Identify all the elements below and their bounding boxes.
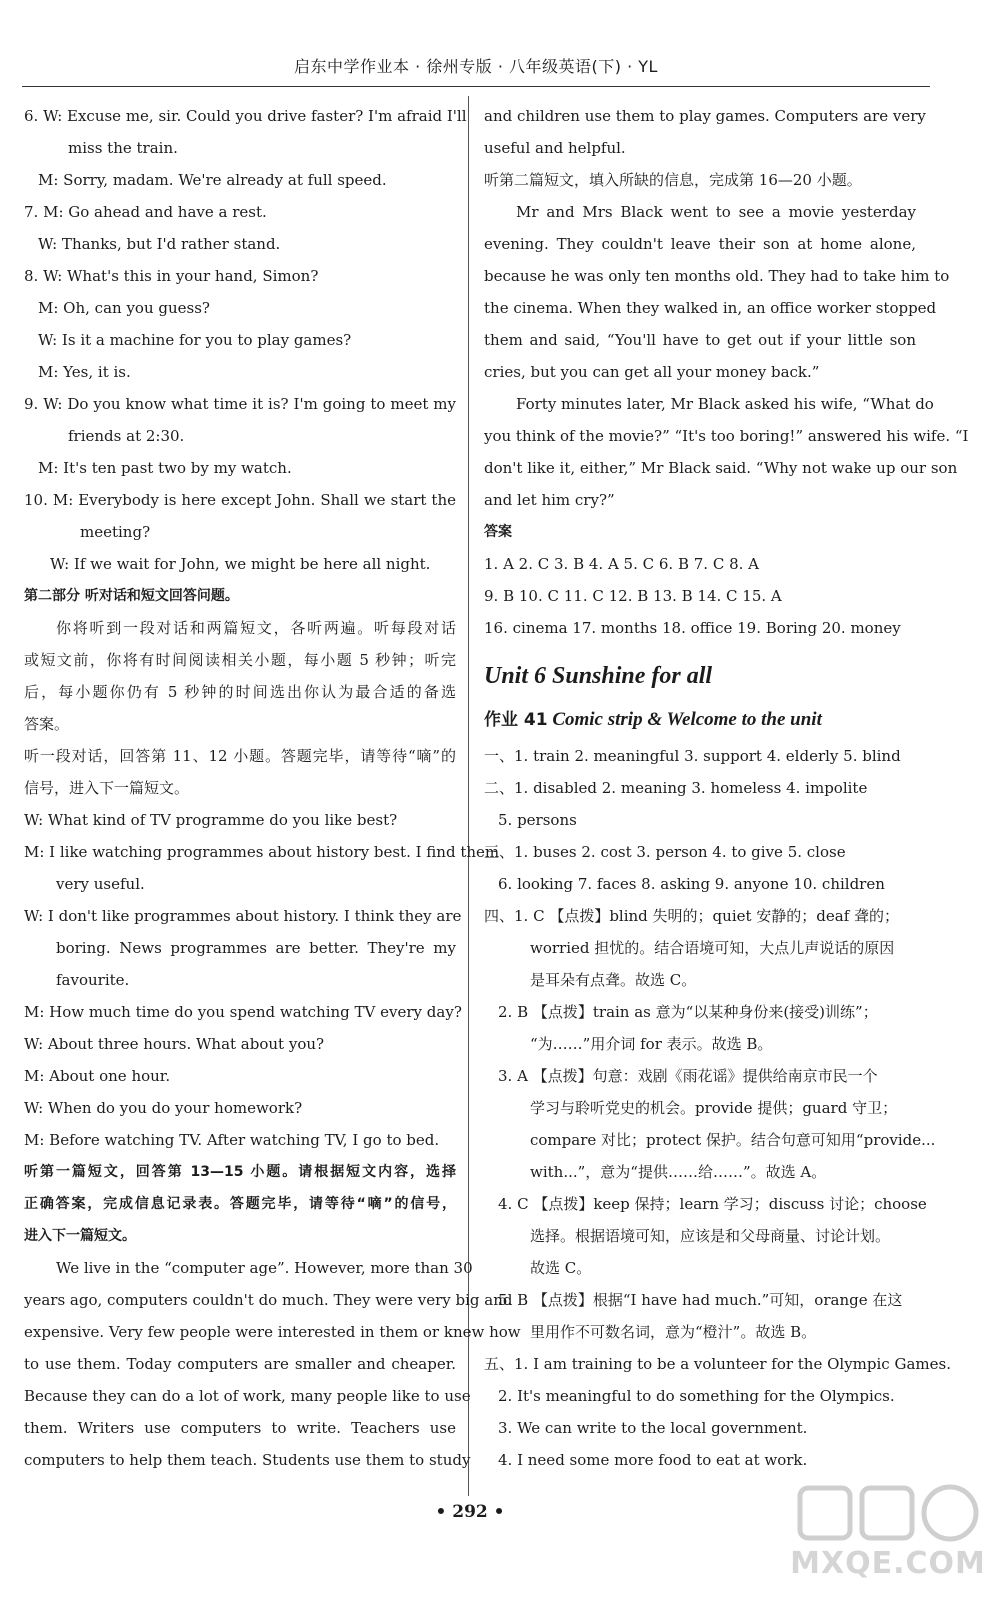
text-line: miss the train. [68, 139, 178, 157]
answer-line: 里用作不可数名词，意为“橙汁”。故选 B。 [530, 1323, 817, 1341]
text-line: 9. W: Do you know what time it is? I'm going to meet my [24, 395, 456, 413]
text-line: very useful. [56, 875, 145, 893]
answer-line: 2. It's meaningful to do something for the Olympics. [498, 1387, 895, 1405]
text-line: M: About one hour. [24, 1067, 171, 1085]
text-line: favourite. [56, 971, 130, 989]
watermark-text: MXQE.COM [790, 1546, 986, 1581]
answer-line: 5. B 【点拨】根据“I have had much.”可知，orange 在这 [498, 1291, 903, 1309]
right-column-top [484, 100, 969, 644]
page-number: • 292 • [435, 1502, 505, 1522]
answer-line: 2. B 【点拨】train as 意为“以某种身份来(接受)训练”； [498, 1003, 878, 1021]
text-line: M: It's ten past two by my watch. [38, 459, 292, 477]
text-line: M: Sorry, madam. We're already at full speed. [38, 171, 387, 189]
text-line: and let him cry?” [484, 491, 615, 509]
text-line: don't like it, either,” Mr Black said. “Why not wake up our son [484, 459, 958, 477]
text-line: to use them. Today computers are smaller and cheaper. [24, 1355, 456, 1373]
text-line: W: I don't like programmes about history. I think they are [24, 907, 462, 925]
answer-line: 3. We can write to the local government. [498, 1419, 808, 1437]
text-line: them. Writers use computers to write. Teachers use [24, 1419, 456, 1437]
text-line: W: When do you do your homework? [24, 1099, 303, 1117]
answer-line: “为……”用介词 for 表示。故选 B。 [530, 1035, 773, 1053]
text-line: 7. M: Go ahead and have a rest. [24, 203, 267, 221]
text-line: 6. W: Excuse me, sir. Could you drive faster? I'm afraid I'll [24, 107, 467, 125]
text-line: 第二部分 听对话和短文回答问题。 [24, 588, 239, 604]
text-line: 16. cinema 17. months 18. office 19. Boring 20. money [484, 619, 901, 637]
watermark-icon [790, 1480, 986, 1550]
answer-line: 4. I need some more food to eat at work. [498, 1451, 808, 1469]
text-line: W: Thanks, but I'd rather stand. [38, 235, 281, 253]
text-line: 进入下一篇短文。 [24, 1228, 136, 1244]
text-line: M: I like watching programmes about history best. I find them [24, 843, 500, 861]
answer-line: 4. C 【点拨】keep 保持；learn 学习；discuss 讨论；choose [498, 1195, 927, 1213]
text-line: M: Yes, it is. [38, 363, 131, 381]
text-line: because he was only ten months old. They had to take him to [484, 267, 950, 285]
text-line: 8. W: What's this in your hand, Simon? [24, 267, 319, 285]
answer-line: 5. persons [498, 811, 577, 829]
text-line: expensive. Very few people were interested in them or knew how [24, 1323, 521, 1341]
text-line: 答案 [484, 524, 512, 540]
text-line: cries, but you can get all your money back.” [484, 363, 820, 381]
answer-line: 3. A 【点拨】句意：戏剧《雨花谣》提供给南京市民一个 [498, 1067, 878, 1085]
answer-line: 五、1. I am training to be a volunteer for the Olympic Games. [484, 1355, 951, 1373]
text-line: 正确答案，完成信息记录表。答题完毕，请等待“嘀”的信号， [24, 1196, 456, 1212]
text-line: Forty minutes later, Mr Black asked his wife, “What do [516, 395, 934, 413]
text-line: and children use them to play games. Computers are very [484, 107, 926, 125]
answer-line: 是耳朵有点聋。故选 C。 [530, 971, 697, 989]
text-line: W: About three hours. What about you? [24, 1035, 325, 1053]
text-line: 听第二篇短文，填入所缺的信息，完成第 16—20 小题。 [484, 171, 862, 189]
answer-line: 四、1. C 【点拨】blind 失明的；quiet 安静的；deaf 聋的； [484, 907, 900, 925]
text-line: 信号，进入下一篇短文。 [24, 779, 190, 797]
text-line: the cinema. When they walked in, an office worker stopped [484, 299, 937, 317]
text-line: years ago, computers couldn't do much. They were very big and [24, 1291, 513, 1309]
answer-line: 选择。根据语境可知，应该是和父母商量、讨论计划。 [530, 1227, 891, 1245]
text-line: computers to help them teach. Students use them to study [24, 1451, 471, 1469]
text-line: 10. M: Everybody is here except John. Shall we start the [24, 491, 456, 509]
text-line: 你将听到一段对话和两篇短文，各听两遍。听每段对话 [56, 619, 456, 637]
running-header: 启东中学作业本 · 徐州专版 · 八年级英语(下) · YL [294, 57, 658, 76]
unit-title: Unit 6 Sunshine for all [484, 663, 713, 689]
text-line: M: How much time do you spend watching TV every day? [24, 1003, 462, 1021]
answer-line: 二、1. disabled 2. meaning 3. homeless 4. impolite [484, 779, 868, 797]
text-line: W: Is it a machine for you to play games? [38, 331, 352, 349]
answer-line: compare 对比；protect 保护。结合句意可知用“provide... [530, 1131, 936, 1149]
column-divider [468, 96, 469, 1496]
text-line: M: Oh, can you guess? [38, 299, 210, 317]
header-rule [22, 86, 930, 87]
homework-number: 作业 41 [484, 710, 548, 730]
text-line: 听第一篇短文，回答第 13—15 小题。请根据短文内容，选择 [24, 1164, 456, 1180]
answer-line: 故选 C。 [530, 1259, 592, 1277]
homework-title [484, 700, 916, 740]
answer-line: 6. looking 7. faces 8. asking 9. anyone 10. children [498, 875, 885, 893]
text-line: 听一段对话，回答第 11、12 小题。答题完毕，请等待“嘀”的 [24, 747, 456, 765]
answer-line: 一、1. train 2. meaningful 3. support 4. elderly 5. blind [484, 747, 901, 765]
text-line: 后，每小题你仍有 5 秒钟的时间选出你认为最合适的备选 [24, 683, 456, 701]
text-line: them and said, “You'll have to get out if your little son [484, 331, 916, 349]
homework-name: Comic strip & Welcome to the unit [552, 709, 822, 730]
text-line: boring. News programmes are better. They're my [56, 939, 456, 957]
text-line: friends at 2:30. [68, 427, 185, 445]
text-line: 9. B 10. C 11. C 12. B 13. B 14. C 15. A [484, 587, 782, 605]
right-column-answers [484, 740, 951, 1476]
text-line: W: If we wait for John, we might be here all night. [50, 555, 431, 573]
text-line: evening. They couldn't leave their son at home alone, [484, 235, 916, 253]
answer-line: with...”，意为“提供……给……”。故选 A。 [530, 1163, 827, 1181]
text-line: 答案。 [24, 715, 70, 733]
watermark-logo [790, 1480, 986, 1590]
text-line: We live in the “computer age”. However, more than 30 [56, 1259, 473, 1277]
text-line: 或短文前，你将有时间阅读相关小题，每小题 5 秒钟；听完 [24, 651, 456, 669]
text-line: meeting? [80, 523, 151, 541]
text-line: 1. A 2. C 3. B 4. A 5. C 6. B 7. C 8. A [484, 555, 759, 573]
text-line: M: Before watching TV. After watching TV, I go to bed. [24, 1131, 440, 1149]
text-line: you think of the movie?” “It's too boring!” answered his wife. “I [484, 427, 969, 445]
answer-line: 学习与聆听党史的机会。provide 提供；guard 守卫； [530, 1099, 898, 1117]
answer-line: 三、1. buses 2. cost 3. person 4. to give 5. close [484, 843, 846, 861]
text-line: Because they can do a lot of work, many people like to use [24, 1387, 471, 1405]
answer-line: worried 担忧的。结合语境可知，大点儿声说话的原因 [530, 939, 895, 957]
right-column [484, 100, 969, 1476]
text-line: useful and helpful. [484, 139, 626, 157]
text-line: W: What kind of TV programme do you like best? [24, 811, 398, 829]
text-line: Mr and Mrs Black went to see a movie yesterday [516, 203, 916, 221]
